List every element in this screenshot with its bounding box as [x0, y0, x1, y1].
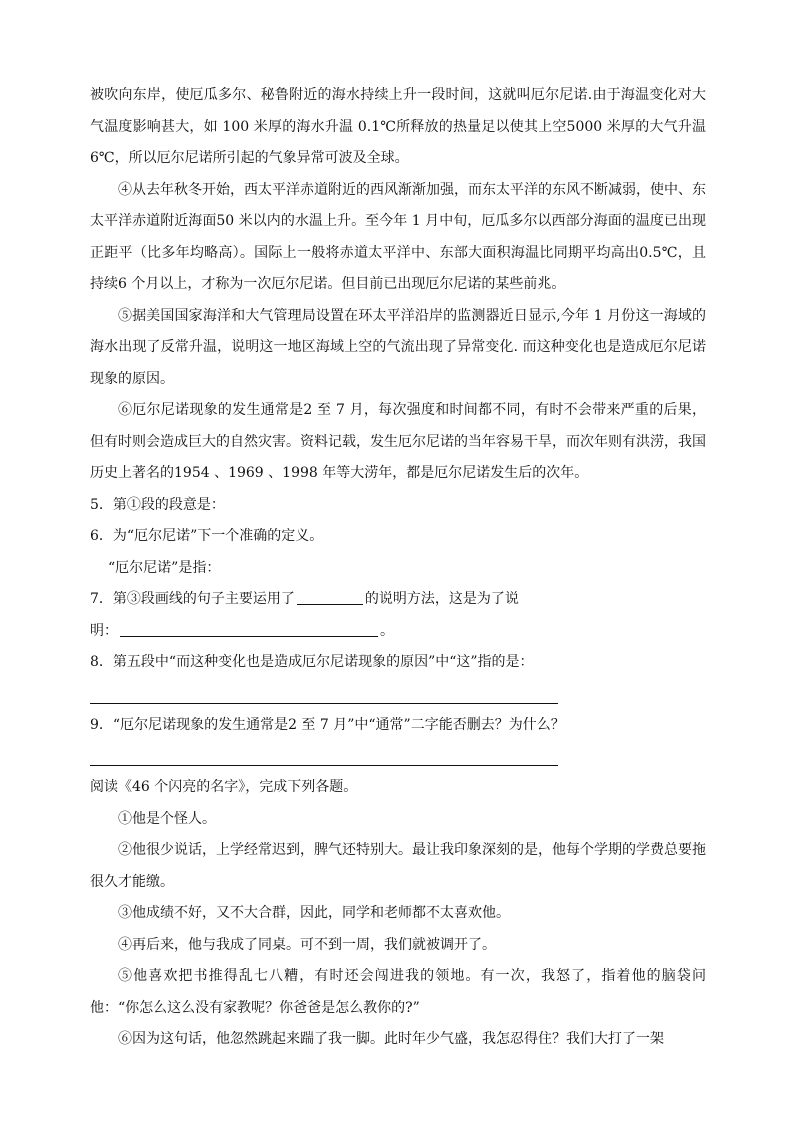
passage1-paragraph-3-continued: 被吹向东岸，使厄瓜多尔、秘鲁附近的海水持续上升一段时间，这就叫厄尔尼诺.由于海温变化对大气温度影响甚大，如 100 米厚的海水升温 0.1℃所释放的热量足以使其上空5000 米厚的大气升温 6℃，所以厄尔尼诺所引起的气象异常可波及全球。 [90, 87, 706, 166]
question-6-prompt: “厄尔尼诺”是指： [108, 559, 221, 576]
question-6: 6．为“厄尔尼诺”下一个准确的定义。 [90, 528, 324, 544]
passage2-paragraph-1: ①他是个怪人。 [118, 810, 216, 827]
question-7-text-4: 。 [380, 622, 394, 639]
question-7-text-3: 明： [90, 622, 118, 639]
question-8: 8．第五段中“而这种变化也是造成厄尔尼诺现象的原因”中“这”指的是： [90, 654, 534, 670]
passage1-paragraph-6: ⑥厄尔尼诺现象的发生通常是2 至 7 月，每次强度和时间都不同，有时不会带来严重的后果，但有时则会造成巨大的自然灾害。资料记载，发生厄尔尼诺的当年容易干旱，而次年则有洪涝，我国历史上著名的1954 、1969 、1998 年等大涝年，都是厄尔尼诺发生后的次年。 [90, 402, 706, 481]
question-7-text-1: 7．第③段画线的句子主要运用了 [90, 591, 295, 607]
passage1-paragraph-4: ④从去年秋冬开始，西太平洋赤道附近的西风渐渐加强，而东太平洋的东风不断减弱，使中、东太平洋赤道附近海面50 米以内的水温上升。至今年 1 月中旬，厄瓜多尔以西部分海面的温度已出现正距平（比多年均略高）。国际上一般将赤道太平洋中、东部大面积海温比同期平均高出0.5℃，且持续6 个月以上，才称为一次厄尔尼诺。但目前已出现厄尔尼诺的某些前兆。 [90, 181, 706, 292]
question-9: 9．“厄尔尼诺现象的发生通常是2 至 7 月”中“通常”二字能否删去？为什么？ [90, 716, 565, 733]
question-7-text-2: 的说明方法，这是为了说 [364, 591, 519, 607]
passage2-paragraph-4: ④再后来，他与我成了同桌。可不到一周，我们就被调开了。 [118, 936, 496, 953]
passage2-intro: 阅读《46 个闪亮的名字》，完成下列各题。 [90, 779, 358, 795]
question-9-answer-line[interactable] [90, 741, 558, 766]
passage1-paragraph-5: ⑤据美国国家海洋和大气管理局设置在环太平洋沿岸的监测器近日显示,今年 1 月份这一海域的海水出现了反常升温，说明这一地区海域上空的气流出现了异常变化. 而这种变化也是造成厄尔尼诺现象的原因。 [90, 307, 706, 387]
passage2-paragraph-3: ③他成绩不好，又不大合群，因此，同学和老师都不太喜欢他。 [118, 905, 510, 921]
question-7-blank-explanation[interactable] [120, 622, 378, 637]
question-7-blank-method[interactable] [297, 590, 363, 605]
question-7 [90, 584, 706, 616]
document-page [90, 80, 706, 1056]
question-8-answer-line[interactable] [90, 679, 558, 704]
question-7-line-2 [90, 616, 706, 648]
passage2-paragraph-6: ⑥因为这句话，他忽然跳起来踹了我一脚。此时年少气盛，我怎忍得住？我们大打了一架 [118, 1031, 664, 1047]
passage2-paragraph-5: ⑤他喜欢把书推得乱七八糟，有时还会闯进我的领地。有一次，我怒了，指着他的脑袋问他：“你怎么这么没有家教呢？你爸爸是怎么教你的?” [90, 968, 706, 1016]
passage2-paragraph-2: ②他很少说话，上学经常迟到，脾气还特别大。最让我印象深刻的是，他每个学期的学费总要拖很久才能缴。 [90, 842, 706, 890]
question-5: 5．第①段的段意是： [90, 496, 225, 513]
